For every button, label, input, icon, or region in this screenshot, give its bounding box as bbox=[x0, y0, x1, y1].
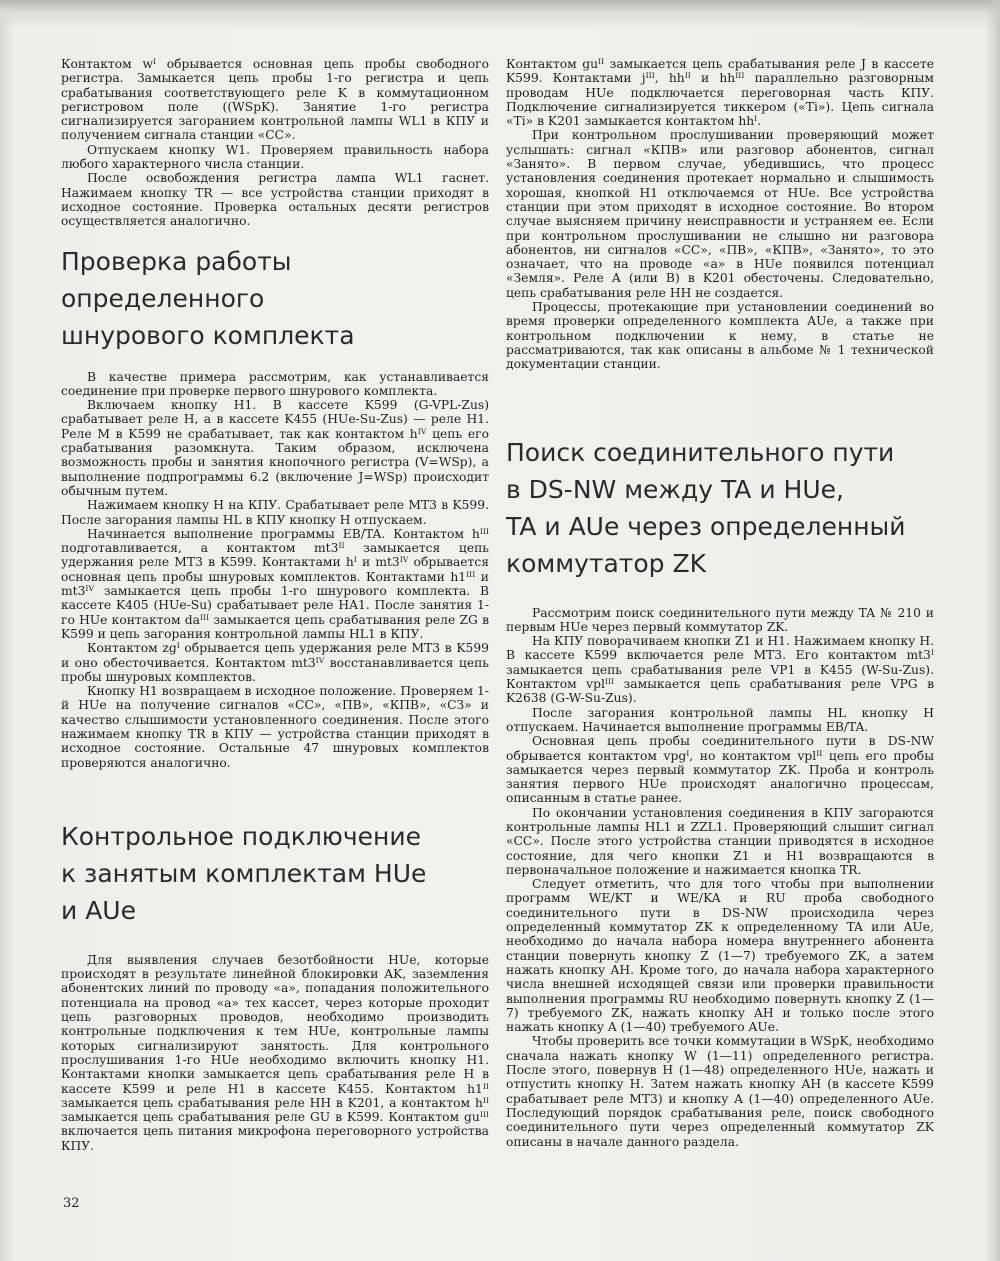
section-heading-cord-kit bbox=[61, 243, 489, 354]
paragraph: В качестве примера рассмотрим, как устанавливается соединение при проверке первого шнурового комплекта. bbox=[61, 369, 489, 398]
scan-shadow-top bbox=[0, 0, 1000, 30]
paragraph: Для выявления случаев безотбойности HUe, которые происходят в результате линейной блокировки AK, заземления абонентских линий по проводу «a», попадания положительного потенциала на провод «a» тех кассет, через которые проходит цепь разговорных проводов, необходимо производить контрольные подключения к тем HUe, контрольные лампы которых сигнализируют занятость. Для контрольного прослушивания 1-го HUe необходимо включить кнопку H1. Контактами кнопки замыкается цепь срабатывания реле H в кассете K599 и реле H1 в кассете K455. Контактом h1ᴵᴵ замыкается цепь срабатывания реле HH в K201, а контактом hᴵᴵ замыкается цепь срабатывания реле GU в K599. Контактом guᴵᴵᴵ включается цепь питания микрофона переговорного устройства КПУ. bbox=[61, 952, 489, 1153]
heading-line: к занятым комплектам HUe bbox=[61, 858, 427, 888]
paragraph: Основная цепь пробы соединительного пути в DS-NW обрывается контактом vpgᴵ, но контактом vplᴵᴵ цепь его пробы замыкается через первый коммутатор ZK. Проба и контроль занятия первого HUe происходят аналогично процессам, описанным в статье ранее. bbox=[506, 734, 934, 806]
heading-line: Поиск соединительного пути bbox=[506, 437, 895, 467]
right-column bbox=[506, 57, 934, 1149]
heading-line: Проверка работы bbox=[61, 246, 292, 276]
paragraph: На КПУ поворачиваем кнопки Z1 и H1. Нажимаем кнопку H. В кассете K599 включается реле MT3. Его контактом mt3ᴵ замыкается цепь срабатывания реле VP1 в K455 (W-Su-Zus). Контактом vplᴵᴵᴵ замыкается цепь срабатывания реле VPG в K2638 (G-W-Su-Zus). bbox=[506, 634, 934, 706]
paragraph: По окончании установления соединения в КПУ загораются контрольные лампы HL1 и ZZL1. Проверяющий слышит сигнал «СС». После этого устройства станции приводятся в исходное состояние, для чего кнопки Z1 и H1 возвращаются в первоначальное положение и нажимается кнопка TR. bbox=[506, 805, 934, 877]
paragraph: После загорания контрольной лампы HL кнопку H отпускаем. Начинается выполнение программы EB/TA. bbox=[506, 705, 934, 734]
scan-shadow-right bbox=[986, 0, 1000, 1261]
paragraph: Кнопку H1 возвращаем в исходное положение. Проверяем 1-й HUe на получение сигналов «СС», «ПВ», «КПВ», «СЗ» и качество слышимости установленного соединения. После этого нажимаем кнопку TR в КПУ — устройства станции приходят в исходное состояние. Остальные 47 шнуровых комплектов проверяются аналогично. bbox=[61, 684, 489, 770]
section-heading-control-connection bbox=[61, 818, 489, 929]
heading-line: TA и AUe через определенный bbox=[506, 511, 906, 541]
heading-line: и AUe bbox=[61, 895, 136, 925]
paragraph: При контрольном прослушивании проверяющий может услышать: сигнал «КПВ» или разговор абонентов, сигнал «Занято». В первом случае, убедившись, что процесс установления соединения протекает нормально и слышимость хорошая, кнопкой H1 отключаемся от HUe. Все устройства станции при этом приходят в исходное состояние. Во втором случае выясняем причину неисправности и устраняем ее. Если при контрольном прослушивании не слышно ни разговора абонентов, ни сигналов «СС», «ПВ», «КПВ», «Занято», то это означает, что на проводе «a» в HUe появился потенциал «Земля». Реле A (или B) в K201 обесточены. Следовательно, цепь срабатывания реле HH не создается. bbox=[506, 128, 934, 300]
paragraph: Чтобы проверить все точки коммутации в WSpK, необходимо сначала нажать кнопку W (1—11) определенного регистра. После этого, повернув H (1—48) определенного HUe, нажать и отпустить кнопку H. Затем нажать кнопку AH (в кассете K599 срабатывает реле MT3) и кнопку A (1—40) определенного AUe. Последующий порядок срабатывания реле, поиск свободного соединительного пути через определенный коммутатор ZK описаны в начале данного раздела. bbox=[506, 1034, 934, 1149]
heading-line: Контрольное подключение bbox=[61, 821, 421, 851]
heading-line: коммутатор ZK bbox=[506, 548, 706, 578]
heading-line: в DS-NW между TA и HUe, bbox=[506, 474, 844, 504]
paragraph: Отпускаем кнопку W1. Проверяем правильность набора любого характерного числа станции. bbox=[61, 142, 489, 172]
paragraph: Процессы, протекающие при установлении соединений во время проверки определенного комплекта AUe, а также при контрольном подключении к нему, в статье не рассматриваются, так как описаны в альбоме № 1 технической документации станции. bbox=[506, 300, 934, 372]
paragraph: Включаем кнопку H1. В кассете K599 (G-VPL-Zus) срабатывает реле H, а в кассете K455 (HUe-Su-Zus) — реле H1. Реле M в K599 не срабатывает, так как контактом hᴵⱽ цепь его срабатывания разомкнута. Таким образом, исключена возможность пробы и занятия кнопочного регистра (V=WSp), а выполнение подпрограммы 6.2 (включение J=WSp) происходит обычным путем. bbox=[61, 398, 489, 498]
section-heading-path-search bbox=[506, 434, 934, 582]
paragraph: После освобождения регистра лампа WL1 гаснет. Нажимаем кнопку TR — все устройства станции приходят в исходное состояние. Проверка остальных десяти регистров осуществляется аналогично. bbox=[61, 171, 489, 229]
paragraph: Начинается выполнение программы EB/TA. Контактом hᴵᴵᴵ подготавливается, а контактом mt3ᴵᴵ замыкается цепь удержания реле MT3 в K599. Контактами hᴵ и mt3ᴵⱽ обрывается основная цепь пробы шнуровых комплектов. Контактами h1ᴵᴵᴵ и mt3ᴵⱽ замыкается цепь пробы 1-го шнурового комплекта. В кассете K405 (HUe-Su) срабатывает реле HA1. После занятия 1-го HUe контактом daᴵᴵᴵ замыкается цепь срабатывания реле ZG в K599 и цепь загорания контрольной лампы HL1 в КПУ. bbox=[61, 526, 489, 641]
heading-line: определенного bbox=[61, 283, 265, 313]
paragraph: Нажимаем кнопку H на КПУ. Срабатывает реле MT3 в K599. После загорания лампы HL в КПУ кнопку H отпускаем. bbox=[61, 498, 489, 527]
paragraph: Следует отметить, что для того чтобы при выполнении программ WE/KT и WE/KA и RU проба свободного соединительного пути в DS-NW происходила через определенный коммутатор ZK к определенному TA или AUe, необходимо до начала набора номера внутреннего абонента станции повернуть кнопку Z (1—7) требуемого ZK, а затем нажать кнопку AH. Кроме того, до начала набора характерного числа внешней исходящей связи или проверки правильности выполнения программы RU необходимо повернуть кнопку Z (1—7) требуемого ZK, нажать кнопку AH и только после этого нажать кнопку A (1—40) требуемого AUe. bbox=[506, 877, 934, 1035]
paragraph: Рассмотрим поиск соединительного пути между TA № 210 и первым HUe через первый коммутатор ZK. bbox=[506, 605, 934, 634]
paragraph: Контактом wᴵ обрывается основная цепь пробы свободного регистра. Замыкается цепь пробы 1-го регистра и цепь срабатывания соответствующего реле K в коммутационном регистровом поле ((WSpK). Занятие 1-го регистра сигнализируется загоранием контрольной лампы WL1 в КПУ и получением сигнала станции «СС». bbox=[61, 57, 489, 143]
paragraph: Контактом guᴵᴵ замыкается цепь срабатывания реле J в кассете K599. Контактами jᴵᴵᴵ, hhᴵᴵ и hhᴵᴵᴵ параллельно разговорным проводам HUe подключается переговорная часть КПУ. Подключение сигнализируется тиккером («Ti»). Цепь сигнала «Ti» в K201 замыкается контактом hhᴵ. bbox=[506, 57, 934, 129]
left-column bbox=[61, 57, 489, 1153]
paragraph: Контактом zgᴵ обрывается цепь удержания реле MT3 в K599 и оно обесточивается. Контактом mt3ᴵⱽ восстанавливается цепь пробы шнуровых комплектов. bbox=[61, 641, 489, 684]
page-number: 32 bbox=[63, 1196, 80, 1211]
heading-line: шнурового комплекта bbox=[61, 320, 355, 350]
